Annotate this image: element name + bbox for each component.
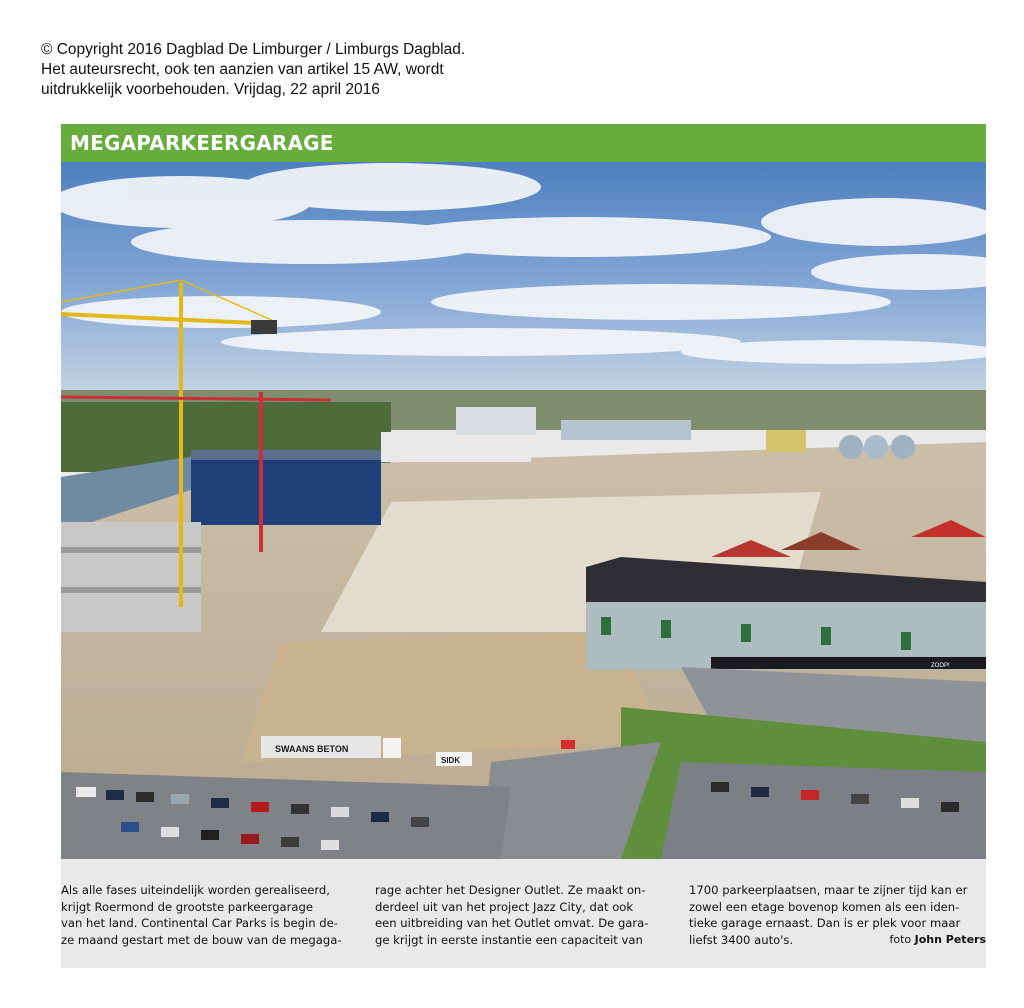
newspaper-article bbox=[61, 124, 986, 968]
body-line: rage achter het Designer Outlet. Ze maakt on- bbox=[375, 883, 646, 897]
body-line: ge krijgt in eerste instantie een capaciteit van bbox=[375, 932, 643, 947]
concrete-truck bbox=[261, 736, 401, 758]
photo-credit-prefix: foto bbox=[889, 933, 912, 946]
parking-lot-right bbox=[661, 762, 986, 859]
photographer-name: John Peters bbox=[914, 933, 986, 946]
body-line: 1700 parkeerplaatsen, maar te zijner tijd kan er bbox=[689, 883, 968, 897]
truck-sign: SWAANS BETON bbox=[275, 744, 349, 754]
body-line: zowel een etage bovenop komen als een iden- bbox=[689, 899, 960, 914]
body-line: Als alle fases uiteindelijk worden gerealiseerd, bbox=[61, 883, 330, 897]
photo-credit bbox=[889, 932, 986, 948]
copyright-line: uitdrukkelijk voorbehouden. Vrijdag, 22 april 2016 bbox=[41, 81, 380, 98]
copyright-line: Het auteursrecht, ook ten aanzien van artikel 15 AW, wordt bbox=[41, 61, 444, 78]
body-line: ze maand gestart met de bouw van de megaga- bbox=[61, 932, 342, 947]
article-body bbox=[61, 882, 986, 962]
body-line: liefst 3400 auto's. bbox=[689, 932, 794, 947]
fence-sign: SIDK bbox=[441, 756, 461, 765]
article-heading: MEGAPARKEERGARAGE bbox=[70, 131, 334, 155]
copyright-notice bbox=[41, 40, 521, 100]
body-line: tieke garage ernaast. Dan is er plek voor maar bbox=[689, 916, 961, 931]
aerial-construction-photo bbox=[61, 162, 986, 859]
body-column-2 bbox=[375, 882, 667, 948]
body-line: krijgt Roermond de grootste parkeergarage bbox=[61, 899, 313, 914]
body-line: derdeel uit van het project Jazz City, dat ook bbox=[375, 899, 634, 914]
body-column-1 bbox=[61, 882, 353, 948]
copyright-line: © Copyright 2016 Dagblad De Limburger / Limburgs Dagblad. bbox=[41, 41, 466, 58]
blue-warehouse bbox=[191, 450, 381, 525]
body-line: van het land. Continental Car Parks is begin de- bbox=[61, 916, 338, 931]
article-header-bar bbox=[61, 124, 986, 162]
body-line: een uitbreiding van het Outlet omvat. De gara- bbox=[375, 916, 649, 931]
banner-sign: ZOOP! bbox=[931, 663, 950, 669]
